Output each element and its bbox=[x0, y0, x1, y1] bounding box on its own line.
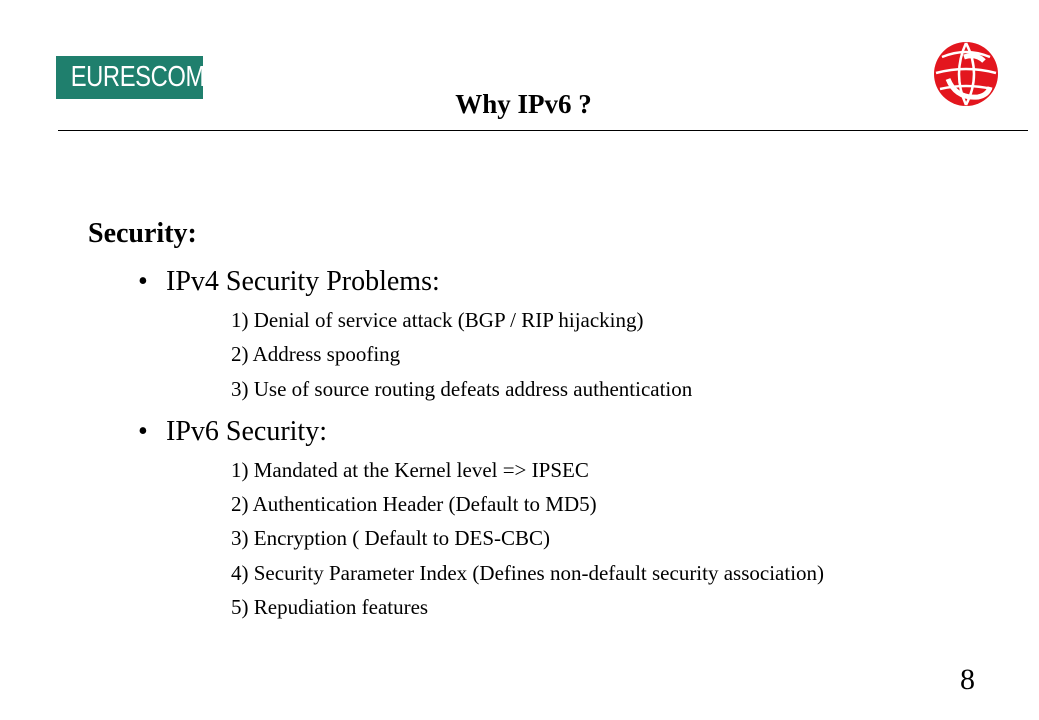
ipv6-item-1: 1) Mandated at the Kernel level => IPSEC bbox=[231, 458, 589, 482]
ipv6-item-5: 5) Repudiation features bbox=[231, 595, 429, 619]
ipv6-item-2: 2) Authentication Header (Default to MD5) bbox=[231, 492, 597, 516]
header-divider bbox=[58, 130, 1028, 131]
page-number: 8 bbox=[960, 663, 975, 696]
ipv6-item-4: 4) Security Parameter Index (Defines non-default security association) bbox=[231, 561, 825, 585]
security-heading: Security: bbox=[88, 218, 197, 249]
ipv6-bullet-label: IPv6 Security: bbox=[166, 416, 327, 447]
slide-title: Why IPv6 ? bbox=[455, 89, 592, 119]
ipv4-bullet-label: IPv4 Security Problems: bbox=[166, 266, 440, 297]
bullet-dot: • bbox=[138, 416, 148, 447]
ipv4-item-2: 2) Address spoofing bbox=[231, 342, 401, 366]
logo-text: EURESCOM bbox=[70, 61, 205, 93]
ipv4-bullet bbox=[138, 264, 440, 300]
ipv4-item-3: 3) Use of source routing defeats address authentication bbox=[231, 377, 693, 401]
ipv4-item-1: 1) Denial of service attack (BGP / RIP hijacking) bbox=[231, 308, 644, 332]
ipv6-item-3: 3) Encryption ( Default to DES-CBC) bbox=[231, 526, 551, 550]
bullet-dot: • bbox=[138, 266, 148, 297]
ipv6-bullet bbox=[138, 414, 327, 450]
